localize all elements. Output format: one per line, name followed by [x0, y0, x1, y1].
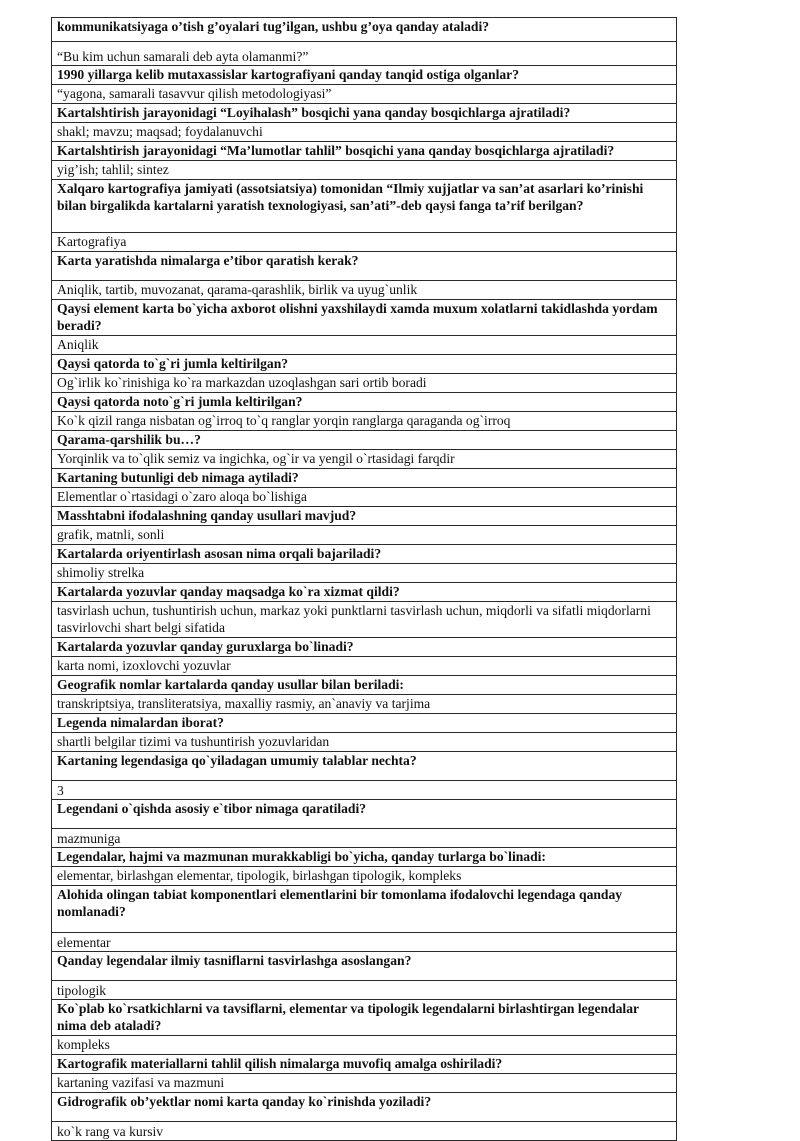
question-text: Kartalshtirish jarayonidagi “Ma’lumotlar tahlil” bosqichi yana qanday bosqichlarga ajratiladi? [52, 142, 677, 161]
question-text: 1990 yillarga kelib mutaxassislar kartografiyani qanday tanqid ostiga olganlar? [52, 66, 677, 85]
question-row [52, 848, 677, 867]
answer-row [52, 564, 677, 583]
answer-row [52, 602, 677, 638]
answer-text: kompleks [52, 1036, 677, 1055]
answer-text: Og`irlik ko`rinishiga ko`ra markazdan uzoqlashgan sari ortib boradi [52, 374, 677, 393]
question-text: Geografik nomlar kartalarda qanday usullar bilan beriladi: [52, 676, 677, 695]
answer-row [52, 488, 677, 507]
answer-text: Ko`k qizil ranga nisbatan og`irroq to`q ranglar yorqin ranglarga qaraganda og`irroq [52, 412, 677, 431]
answer-text: Kartografiya [52, 233, 677, 252]
question-text: Qaysi element karta bo`yicha axborot olishni yaxshilaydi xamda muxum xolatlarni takidlashda yordam beradi? [52, 300, 677, 336]
answer-row [52, 781, 677, 800]
answer-row [52, 412, 677, 431]
answer-text: elementar [52, 933, 677, 952]
answer-text: Yorqinlik va to`qlik semiz va ingichka, og`ir va yengil o`rtasidagi farqdir [52, 450, 677, 469]
question-text: Kartalshtirish jarayonidagi “Loyihalash” bosqichi yana qanday bosqichlarga ajratiladi? [52, 104, 677, 123]
qa-table-body [52, 18, 677, 1141]
question-row [52, 1000, 677, 1036]
question-row [52, 507, 677, 526]
answer-text: karta nomi, izoxlovchi yozuvlar [52, 657, 677, 676]
question-row [52, 886, 677, 933]
answer-text: elementar, birlashgan elementar, tipologik, birlashgan tipologik, kompleks [52, 867, 677, 886]
answer-row [52, 233, 677, 252]
answer-row [52, 657, 677, 676]
question-text: Kartalarda yozuvlar qanday maqsadga ko`ra xizmat qildi? [52, 583, 677, 602]
question-text: Legendani o`qishda asosiy e`tibor nimaga qaratiladi? [52, 800, 677, 829]
question-text: Qanday legendalar ilmiy tasniflarni tasvirlashga asoslangan? [52, 952, 677, 981]
answer-row [52, 1122, 677, 1141]
answer-row [52, 1074, 677, 1093]
question-text: Masshtabni ifodalashning qanday usullari mavjud? [52, 507, 677, 526]
question-text: Kartalarda yozuvlar qanday guruxlarga bo`linadi? [52, 638, 677, 657]
question-text: Legenda nimalardan iborat? [52, 714, 677, 733]
question-text: Ko`plab ko`rsatkichlarni va tavsiflarni, elementar va tipologik legendalarni birlashtirgan legendalar nima deb ataladi? [52, 1000, 677, 1036]
question-row [52, 1055, 677, 1074]
answer-text: grafik, matnli, sonli [52, 526, 677, 545]
answer-row [52, 281, 677, 300]
answer-text: Elementlar o`rtasidagi o`zaro aloqa bo`lishiga [52, 488, 677, 507]
answer-row [52, 123, 677, 142]
answer-row [52, 829, 677, 848]
question-row [52, 355, 677, 374]
answer-text: tipologik [52, 981, 677, 1000]
qa-table [51, 17, 677, 1141]
answer-text: mazmuniga [52, 829, 677, 848]
answer-row [52, 933, 677, 952]
question-row [52, 18, 677, 42]
answer-text: “Bu kim uchun samarali deb ayta olamanmi?” [52, 42, 677, 66]
question-row [52, 469, 677, 488]
question-row [52, 252, 677, 281]
question-row [52, 545, 677, 564]
answer-row [52, 85, 677, 104]
answer-text: “yagona, samarali tasavvur qilish metodologiyasi” [52, 85, 677, 104]
answer-text: kartaning vazifasi va mazmuni [52, 1074, 677, 1093]
question-text: Alohida olingan tabiat komponentlari elementlarini bir tomonlama ifodalovchi legendaga qanday nomlanadi? [52, 886, 677, 933]
answer-row [52, 42, 677, 66]
answer-text: yig’ish; tahlil; sintez [52, 161, 677, 180]
question-row [52, 300, 677, 336]
question-row [52, 752, 677, 781]
answer-text: 3 [52, 781, 677, 800]
question-text: Qarama-qarshilik bu…? [52, 431, 677, 450]
question-text: Kartografik materiallarni tahlil qilish nimalarga muvofiq amalga oshiriladi? [52, 1055, 677, 1074]
question-row [52, 676, 677, 695]
question-row [52, 638, 677, 657]
answer-row [52, 867, 677, 886]
answer-row [52, 336, 677, 355]
answer-row [52, 450, 677, 469]
answer-row [52, 374, 677, 393]
question-row [52, 800, 677, 829]
question-text: Karta yaratishda nimalarga e’tibor qaratish kerak? [52, 252, 677, 281]
question-text: Gidrografik ob’yektlar nomi karta qanday ko`rinishda yoziladi? [52, 1093, 677, 1122]
question-row [52, 142, 677, 161]
answer-row [52, 1036, 677, 1055]
question-text: Kartaning butunligi deb nimaga aytiladi? [52, 469, 677, 488]
question-text: Kartalarda oriyentirlash asosan nima orqali bajariladi? [52, 545, 677, 564]
question-row [52, 1093, 677, 1122]
answer-row [52, 981, 677, 1000]
question-row [52, 952, 677, 981]
question-row [52, 104, 677, 123]
answer-row [52, 161, 677, 180]
question-row [52, 180, 677, 233]
question-row [52, 66, 677, 85]
question-row [52, 393, 677, 412]
answer-text: Aniqlik, tartib, muvozanat, qarama-qarashlik, birlik va uyug`unlik [52, 281, 677, 300]
answer-row [52, 526, 677, 545]
answer-text: shartli belgilar tizimi va tushuntirish yozuvlaridan [52, 733, 677, 752]
answer-text: shimoliy strelka [52, 564, 677, 583]
question-text: Legendalar, hajmi va mazmunan murakkabligi bo`yicha, qanday turlarga bo`linadi: [52, 848, 677, 867]
answer-text: Aniqlik [52, 336, 677, 355]
question-text: Xalqaro kartografiya jamiyati (assotsiatsiya) tomonidan “Ilmiy xujjatlar va san’at asarlari ko’rinishi bilan birgalikda kartalarni yaratish texnologiyasi, san’ati”-deb qaysi fanga ta’rif berilgan? [52, 180, 677, 233]
answer-row [52, 733, 677, 752]
question-row [52, 583, 677, 602]
answer-text: ko`k rang va kursiv [52, 1122, 677, 1141]
question-text: kommunikatsiyaga o’tish g’oyalari tug’ilgan, ushbu g’oya qanday ataladi? [52, 18, 677, 42]
answer-text: tasvirlash uchun, tushuntirish uchun, markaz yoki punktlarni tasvirlash uchun, miqdorli va sifatli miqdorlarni tasvirlovchi shart belgi sifatida [52, 602, 677, 638]
answer-text: transkriptsiya, transliteratsiya, maxalliy rasmiy, an`anaviy va tarjima [52, 695, 677, 714]
answer-text: shakl; mavzu; maqsad; foydalanuvchi [52, 123, 677, 142]
question-text: Qaysi qatorda to`g`ri jumla keltirilgan? [52, 355, 677, 374]
question-text: Qaysi qatorda noto`g`ri jumla keltirilgan? [52, 393, 677, 412]
answer-row [52, 695, 677, 714]
question-row [52, 431, 677, 450]
question-text: Kartaning legendasiga qo`yiladagan umumiy talablar nechta? [52, 752, 677, 781]
question-row [52, 714, 677, 733]
